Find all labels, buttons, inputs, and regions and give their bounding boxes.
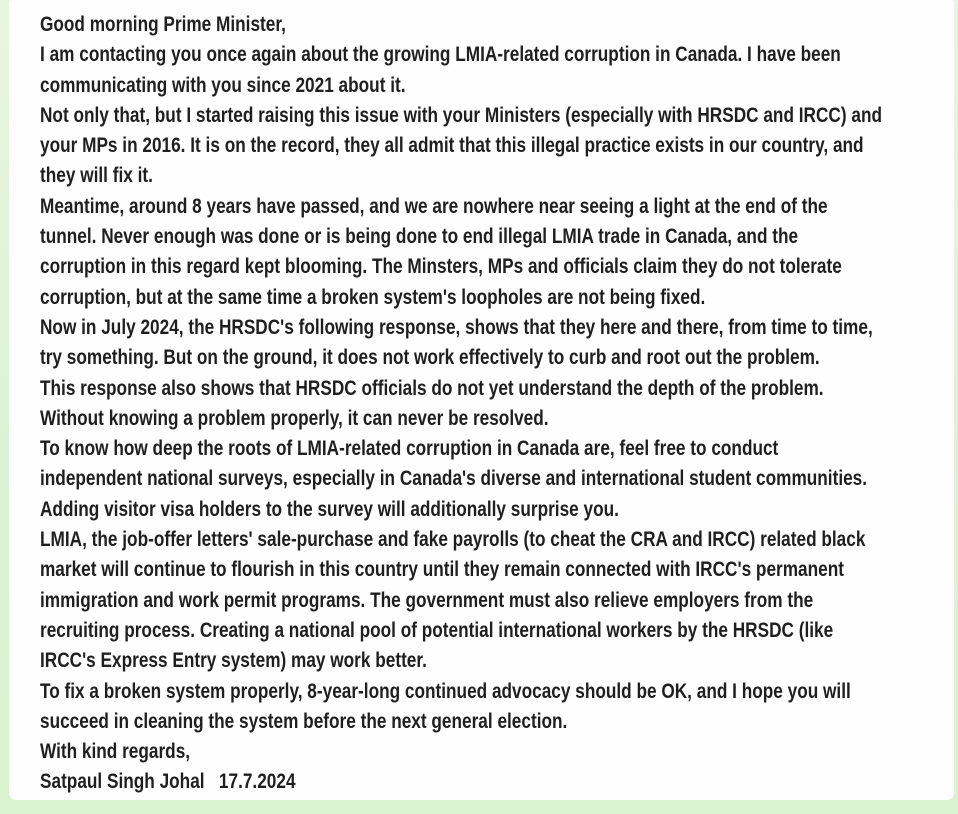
letter-line: market will continue to flourish in this country until they remain connected with IRCC's permanent	[40, 558, 844, 582]
letter-line: LMIA, the job-offer letters' sale-purchase and fake payrolls (to cheat the CRA and IRCC) related black	[40, 528, 866, 552]
letter-line: Now in July 2024, the HRSDC's following response, shows that they here and there, from time to time,	[40, 315, 873, 339]
letter-line: communicating with you since 2021 about it.	[40, 73, 406, 97]
letter-line: corruption, but at the same time a broken system's loopholes are not being fixed.	[40, 285, 706, 309]
letter-line: recruiting process. Creating a national pool of potential international workers by the HRSDC (like	[40, 618, 834, 642]
letter-line: immigration and work permit programs. The government must also relieve employers from the	[40, 588, 814, 612]
letter-line: corruption in this regard kept blooming. The Minsters, MPs and officials claim they do not tolerate	[40, 255, 842, 279]
letter-line: Without knowing a problem properly, it can never be resolved.	[40, 406, 549, 430]
letter-line: With kind regards,	[40, 740, 191, 764]
letter-line: Good morning Prime Minister,	[40, 13, 286, 36]
letter-line: succeed in cleaning the system before the next general election.	[40, 709, 568, 733]
letter-line: Meantime, around 8 years have passed, and we are nowhere near seeing a light at the end of the	[40, 194, 828, 218]
letter-line: try something. But on the ground, it does not work effectively to curb and root out the problem.	[40, 346, 820, 370]
letter-line: To know how deep the roots of LMIA-related corruption in Canada are, feel free to conduct	[40, 437, 779, 461]
letter-line: Not only that, but I started raising this issue with your Ministers (especially with HRSDC and IRCC) and	[40, 103, 882, 127]
letter-line: This response also shows that HRSDC officials do not yet understand the depth of the problem.	[40, 376, 824, 400]
letter-line: Satpaul Singh Johal 17.7.2024	[40, 770, 296, 794]
letter-line: independent national surveys, especially in Canada's diverse and international student communities.	[40, 467, 868, 491]
letter-line: Adding visitor visa holders to the survey will additionally surprise you.	[40, 497, 619, 521]
letter-line: they will fix it.	[40, 164, 153, 188]
letter-line: your MPs in 2016. It is on the record, they all admit that this illegal practice exists in our country, and	[40, 134, 864, 158]
letter-line: I am contacting you once again about the growing LMIA-related corruption in Canada. I have been	[40, 43, 841, 67]
letter-line: tunnel. Never enough was done or is being done to end illegal LMIA trade in Canada, and the	[40, 225, 799, 249]
letter-line: IRCC's Express Entry system) may work better.	[40, 649, 427, 673]
letter-line: To fix a broken system properly, 8-year-long continued advocacy should be OK, and I hope you will	[40, 679, 851, 703]
letter-page	[9, 0, 954, 800]
letter-body	[9, 0, 954, 798]
